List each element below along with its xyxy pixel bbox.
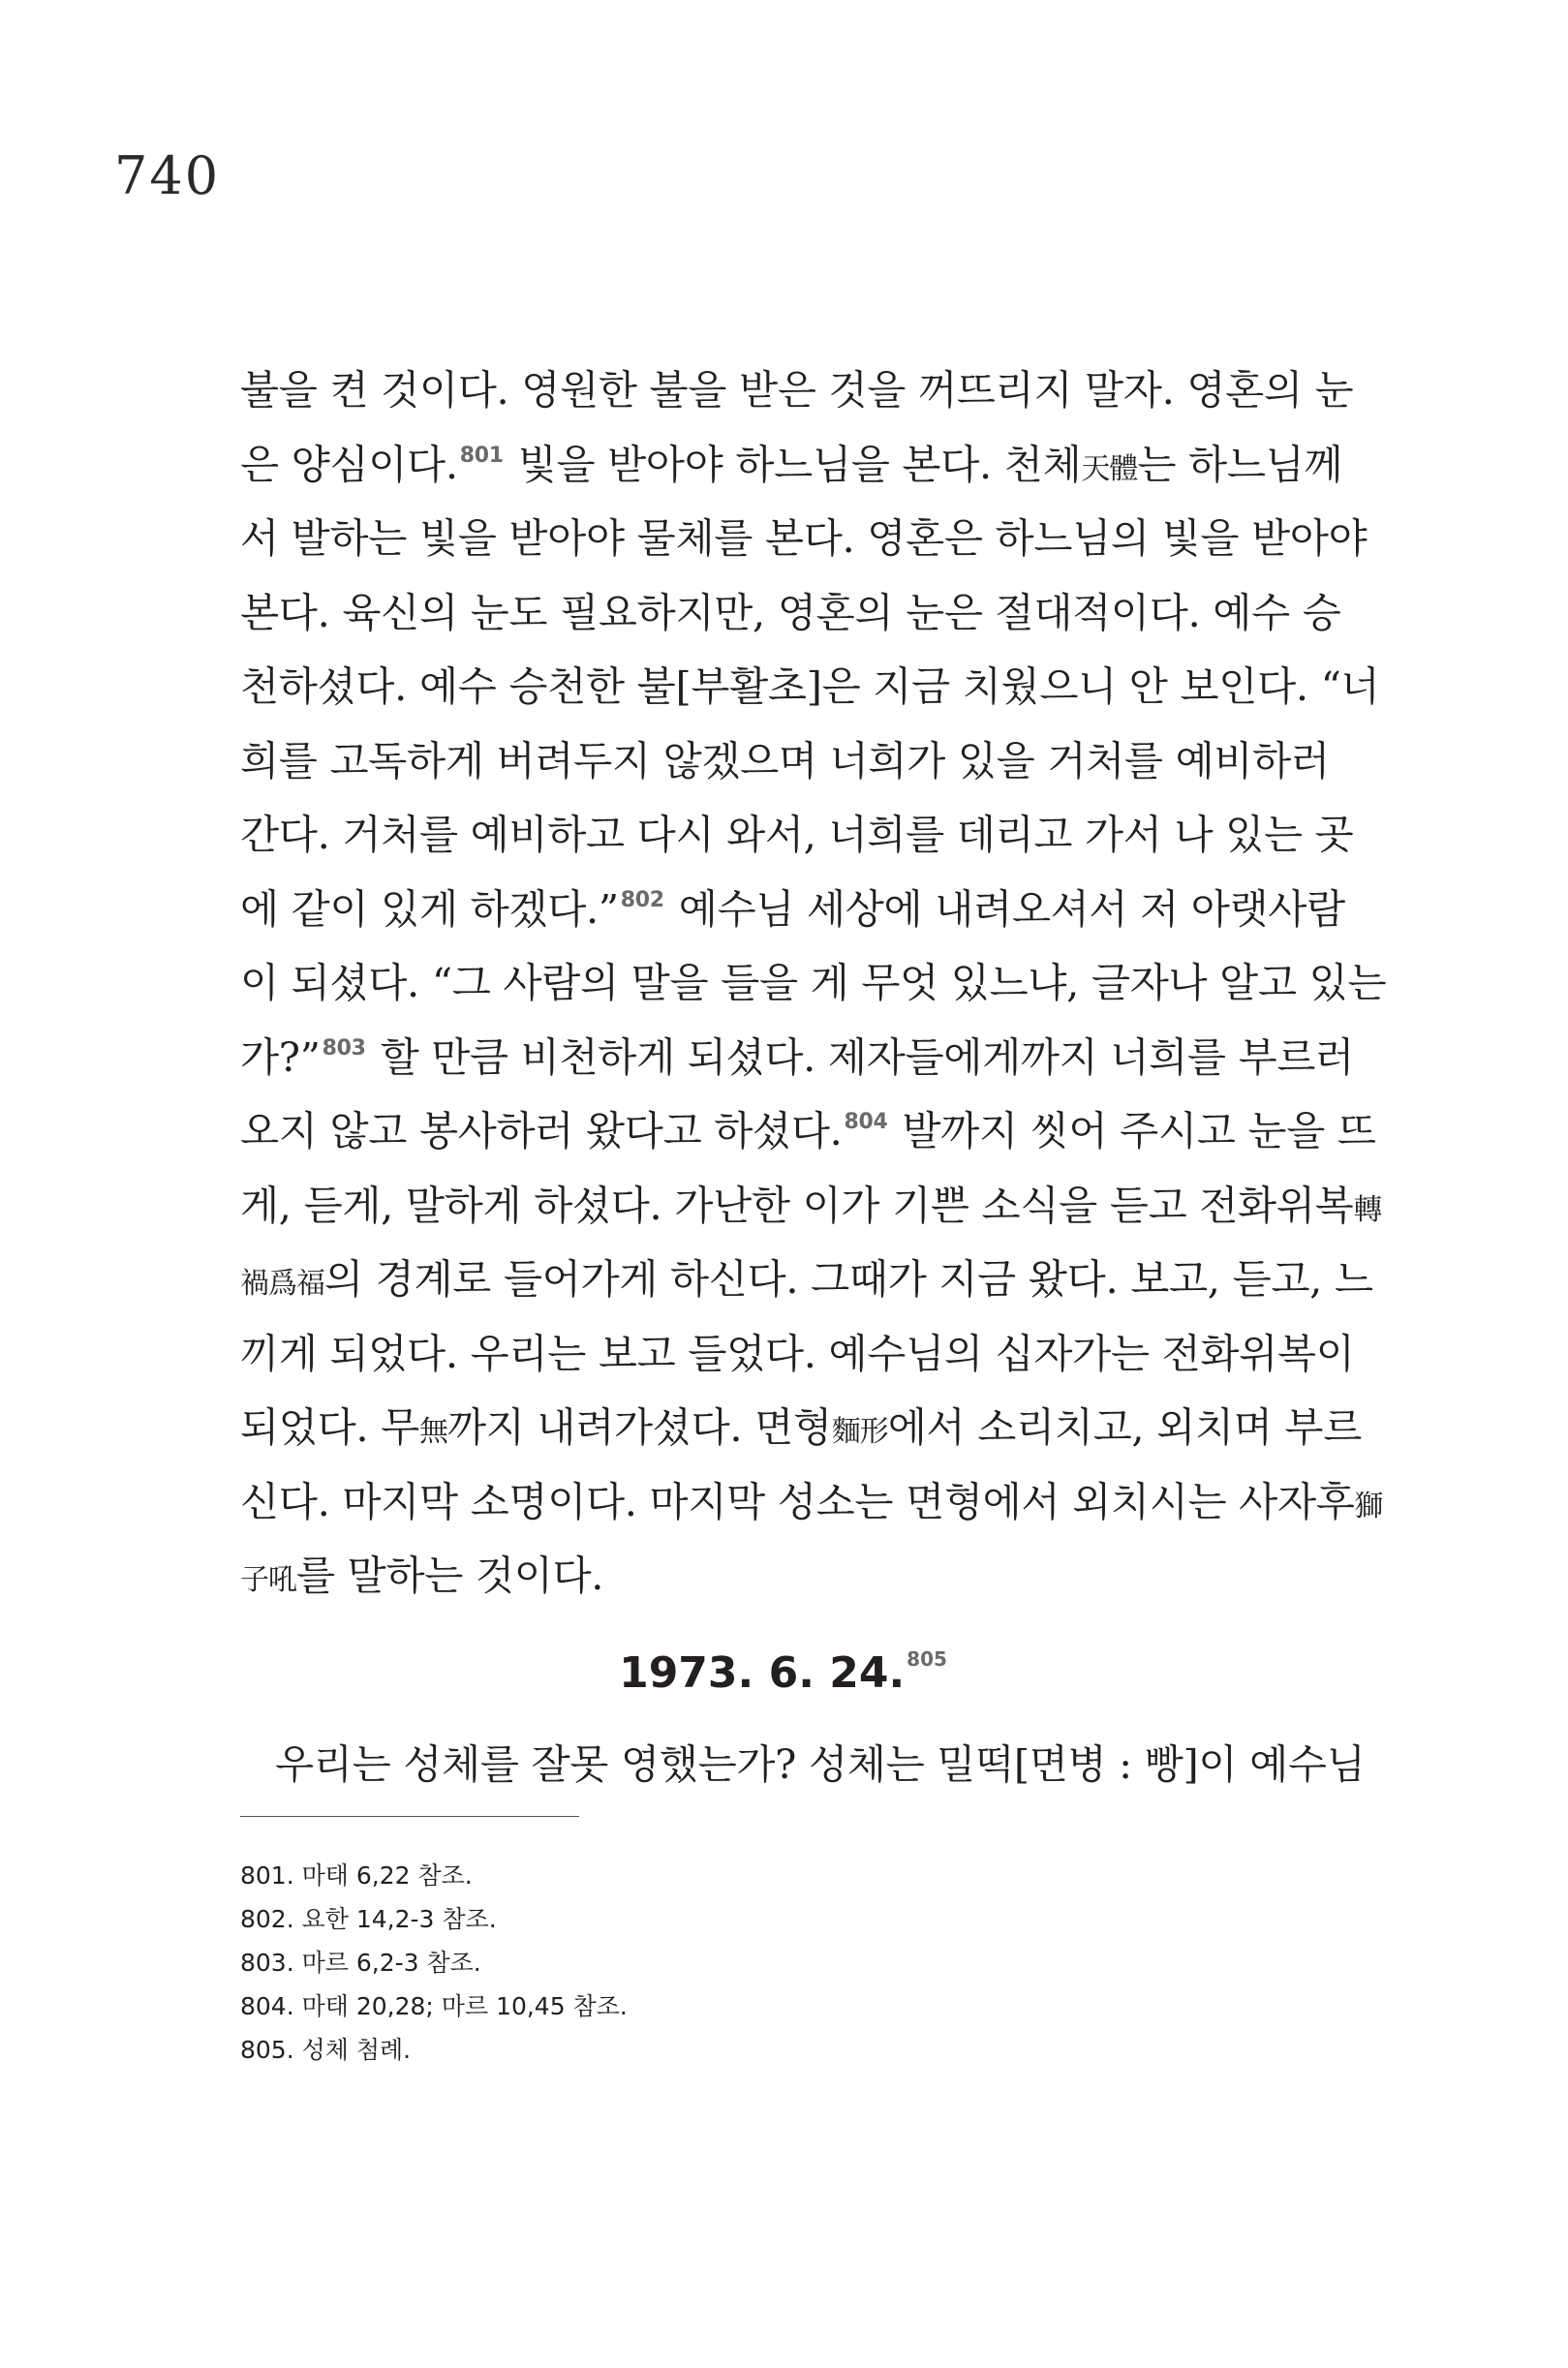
text-run: 는 하느님께 [1137,440,1343,488]
footnote-item: 803. 마르 6,2-3 참조. [240,1949,481,1977]
text-line [240,873,1345,947]
text-line [240,354,1354,428]
text-run: 희를 고독하게 버려두지 않겠으며 너희가 있을 거처를 예비하러 [240,736,1330,784]
footnotes [240,1854,628,2072]
text-run: 까지 내려가셨다. 면형 [446,1403,832,1451]
text-run: 예수님 세상에 내려오셔서 저 아랫사람 [665,884,1345,933]
text-line [240,650,1380,724]
text-line [240,946,1387,1021]
hanja-gloss: 無 [418,1415,447,1449]
text-run: 의 경계로 들어가게 하신다. 그때가 지금 왔다. 보고, 듣고, 느 [324,1255,1373,1303]
text-run: 서 발하는 빛을 받아야 물체를 본다. 영혼은 하느님의 빛을 받아야 [240,514,1368,562]
hanja-gloss: 轉 [1353,1192,1382,1227]
hanja-gloss: 麵形 [831,1415,888,1449]
hanja-gloss: 天體 [1081,451,1138,486]
body-text [240,354,1387,1614]
text-run: 끼게 되었다. 우리는 보고 들었다. 예수님의 십자가는 전화위복이 [240,1329,1355,1377]
footnote-item: 805. 성체 첨례. [240,2036,412,2064]
hanja-gloss: 禍爲福 [240,1267,324,1301]
text-run: 신다. 마지막 소명이다. 마지막 성소는 면형에서 외치시는 사자후 [240,1477,1355,1525]
text-run: 를 말하는 것이다. [296,1552,604,1599]
footnote-ref: 802 [620,887,664,912]
text-line [240,1539,1313,1614]
text-run: 되었다. 무 [240,1403,419,1451]
text-line [240,798,1354,873]
text-run: 빛을 받아야 하느님을 본다. 천체 [505,440,1082,488]
section-heading [0,1648,1568,1698]
text-line [240,1094,1376,1169]
text-run: 은 양심이다. [240,440,458,488]
page-number: 740 [114,145,221,206]
text-run: 발까지 씻어 주시고 눈을 뜨 [889,1107,1376,1154]
text-line [240,1465,1383,1540]
text-line [240,428,1343,503]
hanja-gloss: 子吼 [240,1563,296,1597]
text-line [240,502,1368,576]
text-run: 불을 켠 것이다. 영원한 불을 받은 것을 꺼뜨리지 말자. 영혼의 눈 [240,366,1354,414]
text-run: 게, 듣게, 말하게 하셨다. 가난한 이가 기쁜 소식을 듣고 전화위복 [240,1181,1354,1229]
text-run: 본다. 육신의 눈도 필요하지만, 영혼의 눈은 절대적이다. 예수 승 [240,588,1341,636]
text-run: 에 같이 있게 하겠다.” [240,884,619,933]
text-run: 에서 소리치고, 외치며 부르 [887,1403,1362,1451]
footnote-ref: 801 [459,443,504,468]
footnote-item: 801. 마태 6,22 참조. [240,1861,473,1890]
text-line [240,1169,1382,1244]
footnote-item: 802. 요한 14,2-3 참조. [240,1905,497,1933]
section-first-line: 우리는 성체를 잘못 영했는가? 성체는 밀떡[면병 : 빵]이 예수님 [275,1740,1366,1788]
text-line [240,1021,1354,1095]
text-run: 오지 않고 봉사하러 왔다고 하셨다. [240,1107,843,1154]
section-date: 1973. 6. 24. [619,1648,906,1698]
footnote-ref: 803 [322,1035,366,1061]
footnote-divider [240,1816,579,1817]
text-line [240,724,1330,799]
text-line [240,1243,1373,1317]
text-line [240,576,1341,651]
footnote-ref: 805 [907,1647,947,1671]
text-run: 가?” [240,1032,321,1081]
footnote-ref: 804 [844,1110,888,1134]
text-run: 이 되셨다. “그 사람의 말을 들을 게 무엇 있느냐, 글자나 알고 있는 [240,959,1387,1006]
text-run: 할 만큼 비천하게 되셨다. 제자들에게까지 너희를 부르러 [367,1032,1354,1081]
hanja-gloss: 獅 [1354,1489,1383,1523]
footnote-item: 804. 마태 20,28; 마르 10,45 참조. [240,1992,628,2020]
text-run: 천하셨다. 예수 승천한 불[부활초]은 지금 치웠으니 안 보인다. “너 [240,662,1380,710]
text-run: 간다. 거처를 예비하고 다시 와서, 너희를 데리고 가서 나 있는 곳 [240,811,1354,858]
text-line [240,1391,1362,1465]
text-line [240,1317,1355,1392]
